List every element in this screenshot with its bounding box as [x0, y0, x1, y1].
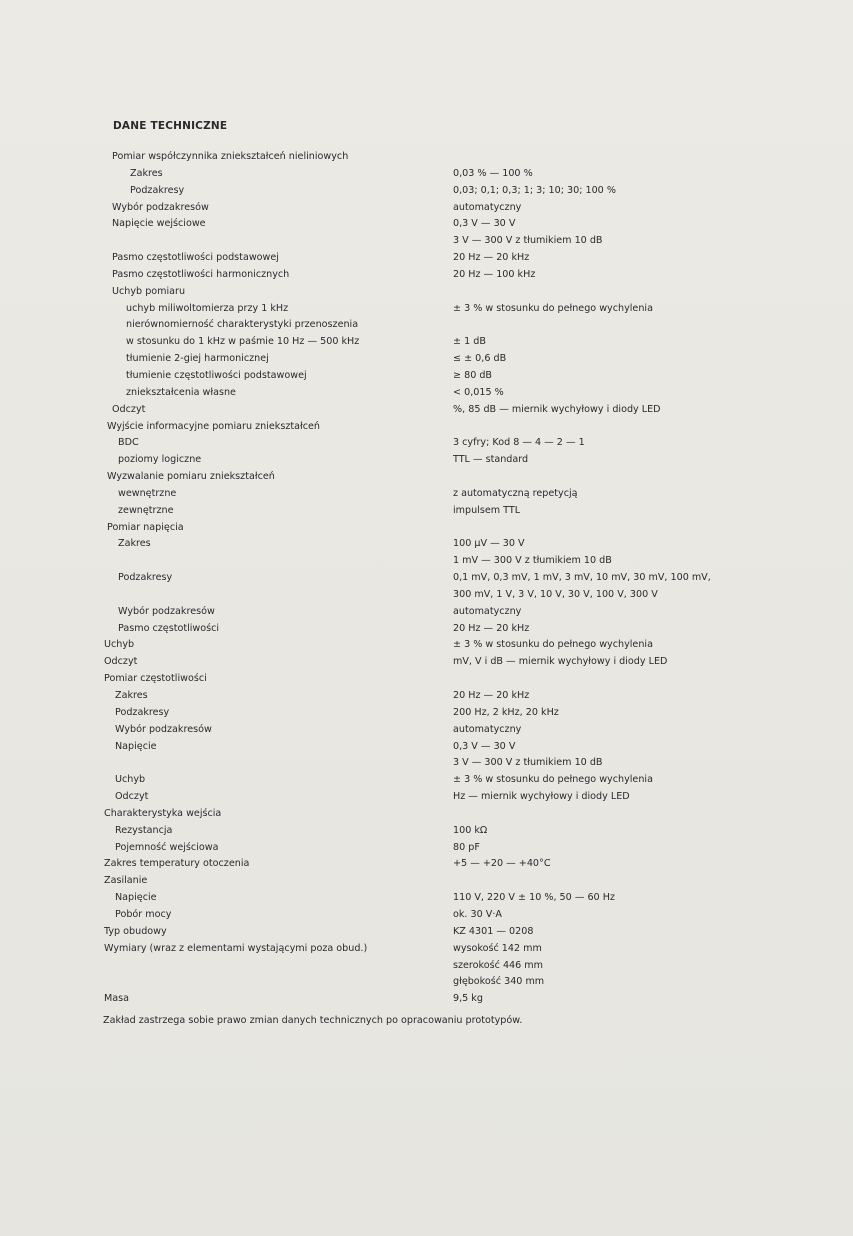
spec-row	[0, 536, 853, 553]
spec-row	[0, 469, 853, 486]
spec-label: Pasmo częstotliwości podstawowej	[112, 252, 279, 264]
spec-value: 0,03 % — 100 %	[453, 167, 533, 179]
spec-value: ± 3 % w stosunku do pełnego wychylenia	[453, 639, 653, 651]
spec-label: Uchyb pomiaru	[112, 285, 186, 297]
spec-row	[0, 806, 853, 823]
spec-row	[0, 840, 853, 857]
footnote: Zakład zastrzega sobie prawo zmian danych technicznych po opracowaniu prototypów.	[103, 1015, 523, 1026]
spec-row	[0, 772, 853, 789]
spec-row	[0, 216, 853, 233]
spec-value: Hz — miernik wychyłowy i diody LED	[453, 791, 630, 803]
spec-label: Podzakresy	[115, 706, 170, 718]
spec-label: Pasmo częstotliwości harmonicznych	[112, 268, 290, 280]
spec-row	[0, 486, 853, 503]
spec-label: Zakres	[118, 538, 151, 550]
spec-row	[0, 958, 853, 975]
spec-value: automatyczny	[453, 605, 522, 617]
spec-label: tłumienie częstotliwości podstawowej	[126, 369, 307, 381]
spec-label: Uchyb	[115, 774, 146, 786]
spec-row	[0, 722, 853, 739]
spec-row	[0, 435, 853, 452]
spec-value: ± 3 % w stosunku do pełnego wychylenia	[453, 774, 653, 786]
spec-row	[0, 520, 853, 537]
spec-row	[0, 739, 853, 756]
spec-label: BDC	[118, 437, 139, 449]
spec-label: Odczyt	[112, 403, 146, 415]
spec-value: 9,5 kg	[453, 993, 483, 1005]
spec-row	[0, 604, 853, 621]
spec-value: %, 85 dB — miernik wychyłowy i diody LED	[453, 403, 661, 415]
spec-label: Pomiar współczynnika zniekształceń nieliniowych	[112, 151, 349, 162]
spec-row	[0, 856, 853, 873]
spec-value: 20 Hz — 20 kHz	[453, 622, 530, 634]
spec-row	[0, 991, 853, 1008]
spec-row	[0, 637, 853, 654]
spec-label: Pobór mocy	[115, 908, 172, 920]
spec-value: 20 Hz — 20 kHz	[453, 690, 530, 701]
spec-value: 100 µV — 30 V	[453, 538, 525, 550]
spec-row	[0, 284, 853, 301]
spec-value: ≥ 80 dB	[453, 369, 493, 381]
spec-row	[0, 705, 853, 722]
spec-label: Podzakresy	[130, 184, 185, 196]
spec-row	[0, 688, 853, 705]
spec-value: 3 V — 300 V z tłumikiem 10 dB	[453, 235, 603, 247]
spec-value: szerokość 446 mm	[453, 959, 543, 971]
spec-row	[0, 907, 853, 924]
spec-row	[0, 789, 853, 806]
spec-label: Uchyb	[104, 639, 135, 651]
spec-label: Pojemność wejściowa	[115, 841, 219, 853]
spec-label: Pasmo częstotliwości	[118, 622, 220, 634]
spec-label: Zasilanie	[104, 875, 148, 887]
spec-label: w stosunku do 1 kHz w paśmie 10 Hz — 500 kHz	[126, 336, 360, 348]
spec-row	[0, 452, 853, 469]
spec-row	[0, 267, 853, 284]
spec-row	[0, 503, 853, 520]
spec-label: Wybór podzakresów	[115, 723, 212, 735]
spec-label: Napięcie	[115, 740, 157, 752]
spec-label: zniekształcenia własne	[126, 386, 236, 398]
spec-row	[0, 419, 853, 436]
spec-value: 0,3 V — 30 V	[453, 740, 516, 752]
spec-row	[0, 755, 853, 772]
spec-label: Charakterystyka wejścia	[104, 807, 222, 819]
spec-label: zewnętrzne	[118, 504, 174, 516]
spec-row	[0, 924, 853, 941]
spec-row	[0, 250, 853, 267]
spec-value: impulsem TTL	[453, 504, 521, 516]
spec-row	[0, 183, 853, 200]
spec-label: Napięcie	[115, 892, 157, 904]
spec-row	[0, 873, 853, 890]
spec-row	[0, 570, 853, 587]
spec-label: Wybór podzakresów	[118, 605, 215, 617]
spec-value: +5 — +20 — +40°C	[453, 858, 551, 870]
spec-value: 3 V — 300 V z tłumikiem 10 dB	[453, 757, 603, 769]
spec-label: Odczyt	[115, 791, 149, 803]
spec-row	[0, 974, 853, 991]
spec-label: uchyb miliwoltomierza przy 1 kHz	[126, 302, 289, 314]
spec-value: 1 mV — 300 V z tłumikiem 10 dB	[453, 555, 612, 567]
spec-label: Zakres	[130, 167, 163, 179]
spec-value: automatyczny	[453, 201, 522, 213]
spec-row	[0, 402, 853, 419]
spec-row	[0, 654, 853, 671]
spec-row	[0, 317, 853, 334]
spec-value: TTL — standard	[453, 454, 529, 466]
spec-value: głębokość 340 mm	[453, 976, 545, 988]
spec-row	[0, 890, 853, 907]
spec-value: KZ 4301 — 0208	[453, 925, 534, 937]
spec-row	[0, 351, 853, 368]
spec-label: Zakres temperatury otoczenia	[104, 858, 250, 870]
spec-value: ≤ ± 0,6 dB	[453, 353, 507, 365]
spec-value: 0,3 V — 30 V	[453, 218, 516, 230]
spec-label: Wyzwalanie pomiaru zniekształceń	[107, 471, 275, 483]
spec-row	[0, 166, 853, 183]
spec-value: 300 mV, 1 V, 3 V, 10 V, 30 V, 100 V, 300 V	[453, 588, 658, 600]
spec-value: automatyczny	[453, 723, 522, 735]
spec-label: Rezystancja	[115, 824, 173, 836]
spec-value: 0,1 mV, 0,3 mV, 1 mV, 3 mV, 10 mV, 30 mV, 100 mV,	[453, 572, 711, 584]
spec-value: ± 3 % w stosunku do pełnego wychylenia	[453, 302, 653, 314]
spec-label: Pomiar napięcia	[107, 521, 184, 533]
spec-row	[0, 823, 853, 840]
spec-label: Typ obudowy	[104, 925, 167, 937]
spec-row	[0, 587, 853, 604]
spec-value: 200 Hz, 2 kHz, 20 kHz	[453, 706, 559, 718]
spec-value: 3 cyfry; Kod 8 — 4 — 2 — 1	[453, 437, 585, 449]
spec-row	[0, 941, 853, 958]
spec-label: Wyjście informacyjne pomiaru zniekształceń	[107, 420, 321, 432]
spec-value: < 0,015 %	[453, 386, 504, 398]
spec-value: 110 V, 220 V ± 10 %, 50 — 60 Hz	[453, 892, 615, 904]
spec-value: ok. 30 V·A	[453, 908, 502, 920]
spec-row	[0, 671, 853, 688]
spec-value: wysokość 142 mm	[453, 942, 542, 954]
spec-row	[0, 149, 853, 166]
spec-value: 20 Hz — 20 kHz	[453, 252, 530, 264]
spec-label: Wybór podzakresów	[112, 201, 209, 213]
spec-value: mV, V i dB — miernik wychyłowy i diody LED	[453, 656, 668, 668]
spec-label: Odczyt	[104, 656, 138, 668]
spec-value: 20 Hz — 100 kHz	[453, 268, 536, 280]
spec-label: Masa	[104, 993, 130, 1005]
spec-label: Wymiary (wraz z elementami wystającymi poza obud.)	[104, 942, 368, 954]
spec-label: nierównomierność charakterystyki przenoszenia	[126, 319, 359, 331]
spec-value: 80 pF	[453, 841, 480, 853]
spec-row	[0, 334, 853, 351]
spec-value: z automatyczną repetycją	[453, 487, 578, 499]
spec-label: tłumienie 2-giej harmonicznej	[126, 353, 269, 365]
spec-label: Napięcie wejściowe	[112, 218, 206, 230]
spec-row	[0, 621, 853, 638]
spec-row	[0, 301, 853, 318]
spec-value: 0,03; 0,1; 0,3; 1; 3; 10; 30; 100 %	[453, 184, 616, 196]
spec-label: wewnętrzne	[118, 487, 177, 499]
spec-table	[0, 149, 853, 1008]
spec-value: 100 kΩ	[453, 824, 488, 836]
spec-row	[0, 385, 853, 402]
spec-label: Pomiar częstotliwości	[104, 673, 207, 685]
spec-row	[0, 233, 853, 250]
spec-label: Zakres	[115, 690, 148, 701]
page-title: DANE TECHNICZNE	[113, 120, 228, 132]
spec-label: Podzakresy	[118, 572, 173, 584]
spec-value: ± 1 dB	[453, 336, 486, 348]
spec-row	[0, 553, 853, 570]
spec-row	[0, 368, 853, 385]
spec-label: poziomy logiczne	[118, 454, 202, 466]
spec-row	[0, 200, 853, 217]
